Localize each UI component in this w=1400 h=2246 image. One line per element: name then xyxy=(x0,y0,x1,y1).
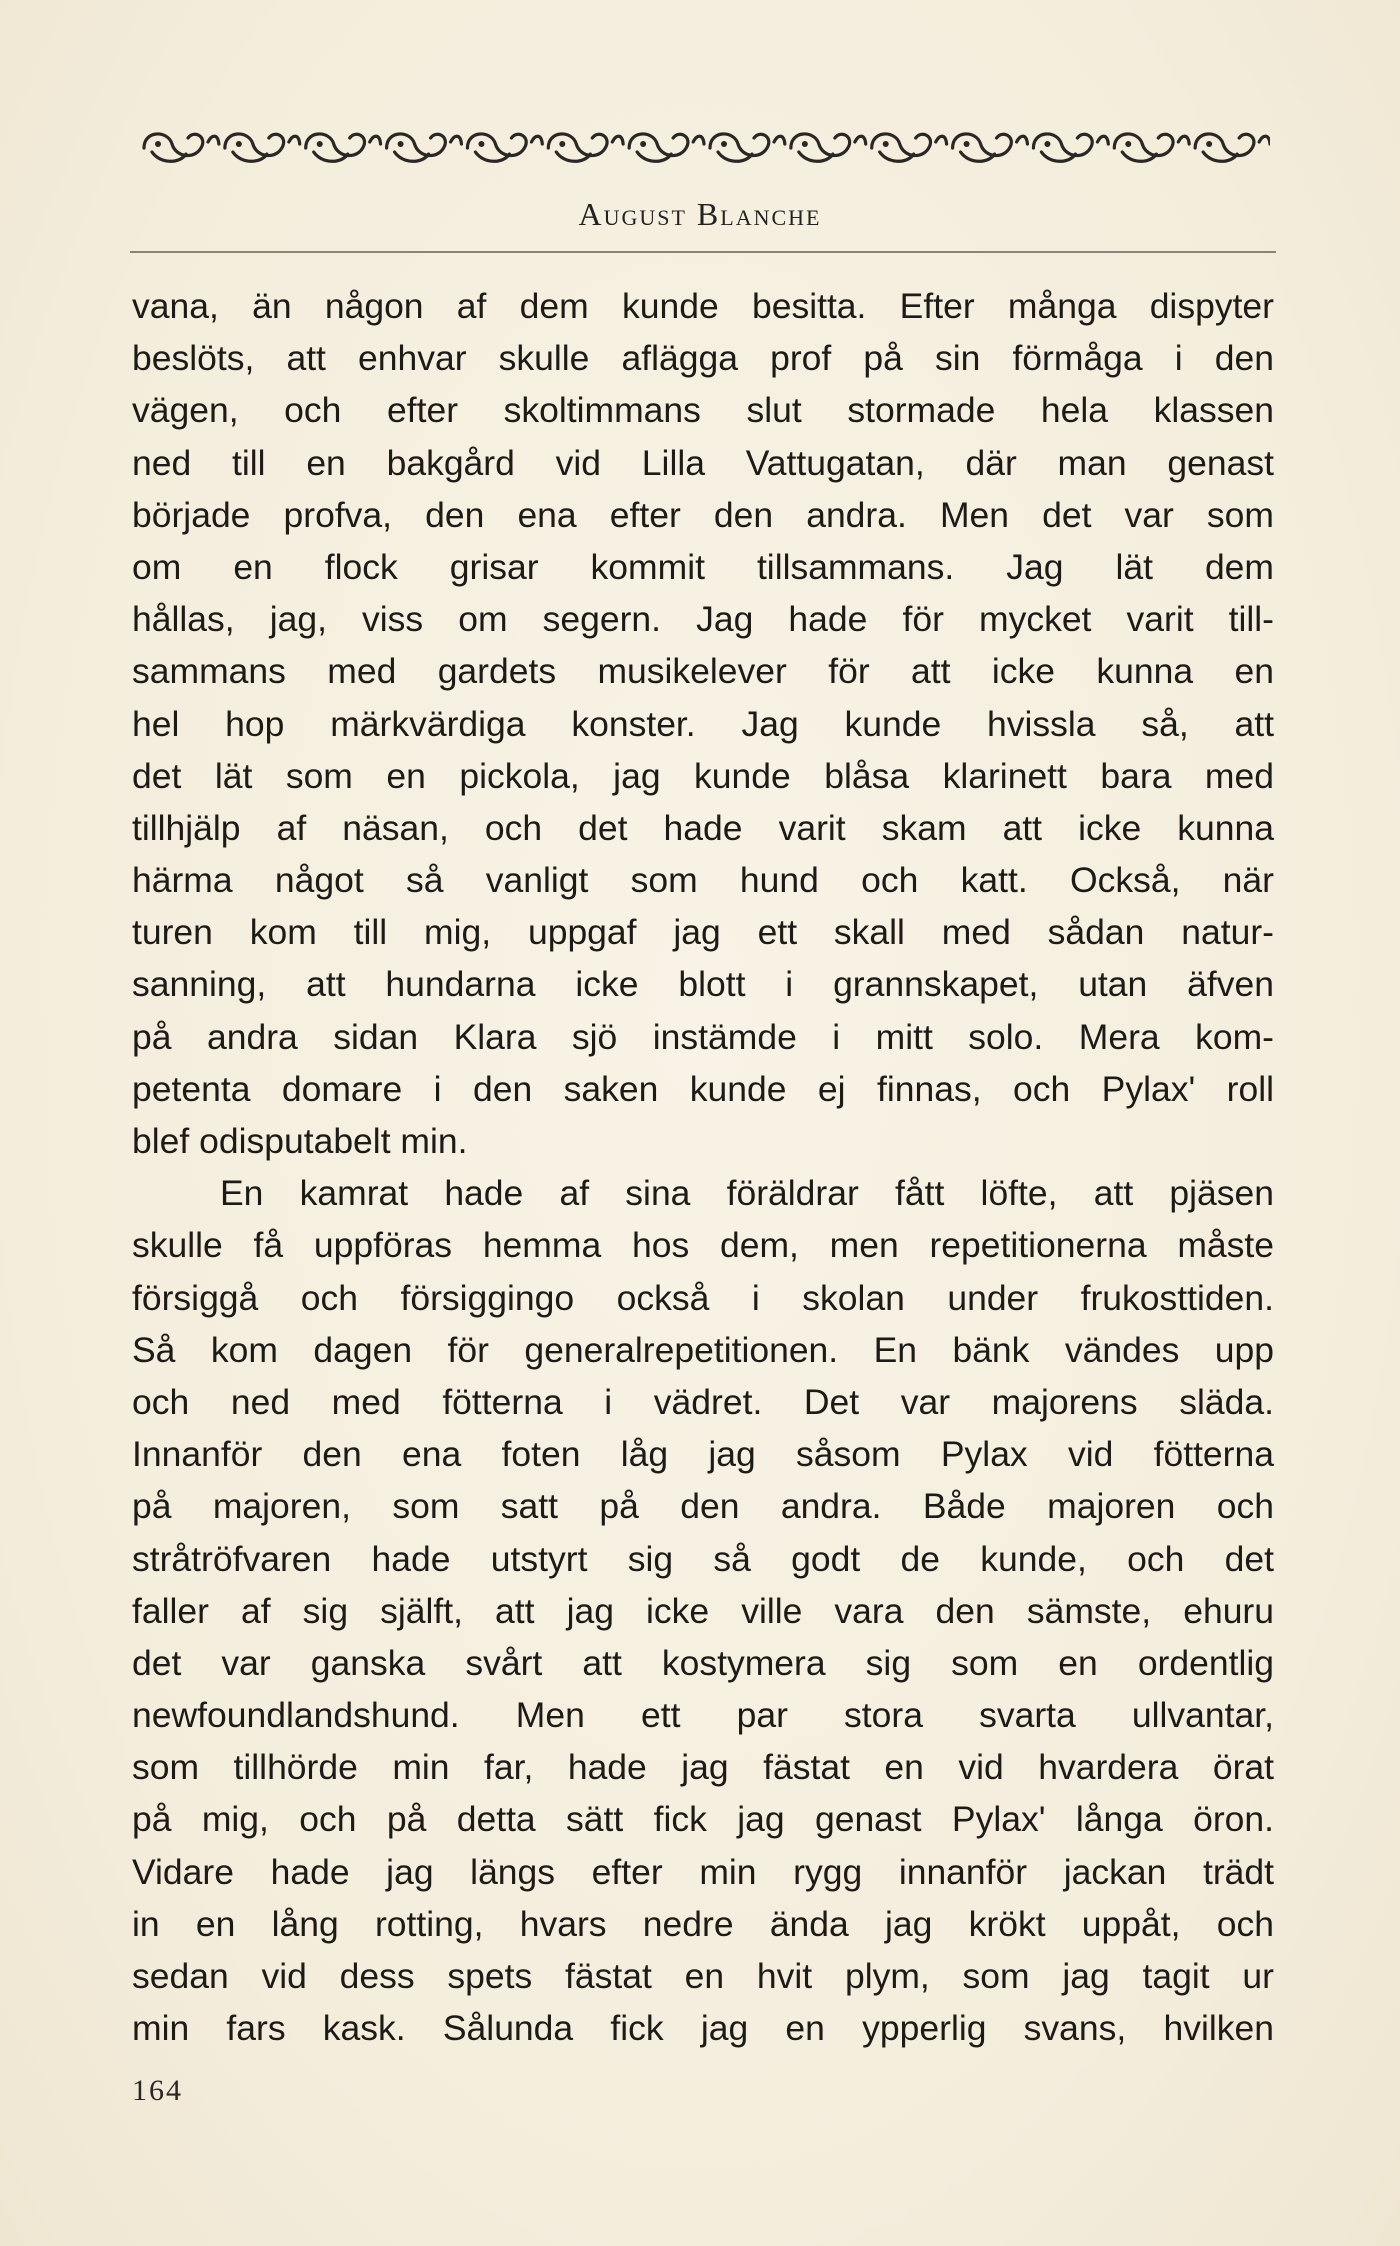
body-text xyxy=(132,280,1274,2054)
text-line: petenta domare i den saken kunde ej finnas, och Pylax' roll xyxy=(132,1068,1274,1109)
text-line: tillhjälp af näsan, och det hade varit skam att icke kunna xyxy=(132,807,1274,848)
ornament-dot xyxy=(1125,141,1131,147)
page-number: 164 xyxy=(132,2074,183,2107)
ornament-band xyxy=(138,118,1270,174)
ornament-dot xyxy=(317,141,323,147)
ornament-dot xyxy=(236,141,242,147)
ornament-scroll-motif xyxy=(1033,134,1108,161)
running-head-author: August Blanche xyxy=(578,196,822,232)
text-line: Vidare hade jag längs efter min rygg innanför jackan trädt xyxy=(132,1851,1274,1892)
text-line: min fars kask. Sålunda fick jag en ypperlig svans, hvilken xyxy=(132,2008,1274,2049)
text-line: härma något så vanligt som hund och katt. Också, när xyxy=(132,860,1274,901)
ornament-dot xyxy=(640,141,646,147)
text-line: vana, än någon af dem kunde besitta. Efter många dispyter xyxy=(132,286,1274,326)
text-line: vägen, och efter skoltimmans slut stormade hela klassen xyxy=(132,390,1274,431)
ornament-scroll-motif xyxy=(225,134,300,161)
text-line: sedan vid dess spets fästat en hvit plym, som jag tagit ur xyxy=(132,1956,1274,1996)
ornament-scroll-motif xyxy=(953,134,1028,161)
text-line: sanning, att hundarna icke blott i grannskapet, utan äfven xyxy=(132,964,1274,1005)
text-line: det var ganska svårt att kostymera sig som en ordentlig xyxy=(132,1642,1274,1683)
ornament-dot xyxy=(1044,141,1050,147)
text-line: hållas, jag, viss om segern. Jag hade för mycket varit till- xyxy=(132,599,1274,640)
ornament-scroll-motif xyxy=(306,134,381,161)
text-line: på mig, och på detta sätt fick jag genast Pylax' långa öron. xyxy=(132,1799,1274,1840)
ornament-scroll-motif xyxy=(387,134,462,161)
text-line: som tillhörde min far, hade jag fästat en vid hvardera örat xyxy=(132,1747,1274,1788)
text-line: faller af sig själft, att jag icke ville vara den sämste, ehuru xyxy=(132,1590,1274,1631)
text-line: ned till en bakgård vid Lilla Vattugatan, där man genast xyxy=(132,442,1274,483)
ornament-scroll-motif xyxy=(144,134,219,161)
text-line: skulle få uppföras hemma hos dem, men repetitionerna måste xyxy=(132,1225,1274,1266)
text-line: och ned med fötterna i vädret. Det var majorens släda. xyxy=(132,1381,1274,1422)
ornament-dot xyxy=(1206,141,1212,147)
ornament-scroll-motif xyxy=(791,134,866,161)
header-rule xyxy=(130,251,1276,253)
text-line: hel hop märkvärdiga konster. Jag kunde hvissla så, att xyxy=(132,703,1274,744)
text-line-paragraph-end: blef odisputabelt min. xyxy=(132,1121,468,1161)
ornament-scroll-motif xyxy=(710,134,785,161)
ornament-dot xyxy=(155,141,161,147)
text-line: det lät som en pickola, jag kunde blåsa klarinett bara med xyxy=(132,755,1274,796)
text-line: om en flock grisar kommit tillsammans. Jag lät dem xyxy=(132,546,1274,587)
text-line: sammans med gardets musikelever för att icke kunna en xyxy=(132,651,1274,692)
text-line: newfoundlandshund. Men ett par stora svarta ullvantar, xyxy=(132,1695,1274,1736)
ornament-scroll-motif xyxy=(467,134,542,161)
text-line-paragraph-start: En kamrat hade af sina föräldrar fått löfte, att pjäsen xyxy=(220,1173,1274,1214)
ornament-scroll-motif xyxy=(1195,134,1270,161)
text-line: turen kom till mig, uppgaf jag ett skall med sådan natur- xyxy=(132,912,1274,953)
ornament-dot xyxy=(802,141,808,147)
ornament-scroll-motif xyxy=(1114,134,1189,161)
ornament-scroll-motif xyxy=(629,134,704,161)
ornament-dot xyxy=(883,141,889,147)
text-line: Så kom dagen för generalrepetitionen. En bänk vändes upp xyxy=(132,1329,1274,1370)
ornament-dot xyxy=(721,141,727,147)
ornament-dot xyxy=(559,141,565,147)
text-line: Innanför den ena foten låg jag såsom Pylax vid fötterna xyxy=(132,1434,1274,1475)
text-line: på majoren, som satt på den andra. Både majoren och xyxy=(132,1486,1274,1527)
ornament-dot xyxy=(964,141,970,147)
ornament-scroll-motif xyxy=(872,134,947,161)
text-line: in en lång rotting, hvars nedre ända jag krökt uppåt, och xyxy=(132,1903,1274,1944)
ornament-dot xyxy=(478,141,484,147)
text-line: stråtröfvaren hade utstyrt sig så godt de kunde, och det xyxy=(132,1538,1274,1579)
ornament-dot xyxy=(398,141,404,147)
text-line: på andra sidan Klara sjö instämde i mitt solo. Mera kom- xyxy=(132,1016,1274,1057)
text-line: började profva, den ena efter den andra. Men det var som xyxy=(132,494,1274,535)
ornament-scroll-motif xyxy=(548,134,623,161)
text-line: beslöts, att enhvar skulle aflägga prof på sin förmåga i den xyxy=(132,338,1274,379)
text-line: försiggå och försiggingo också i skolan under frukosttiden. xyxy=(132,1277,1274,1318)
